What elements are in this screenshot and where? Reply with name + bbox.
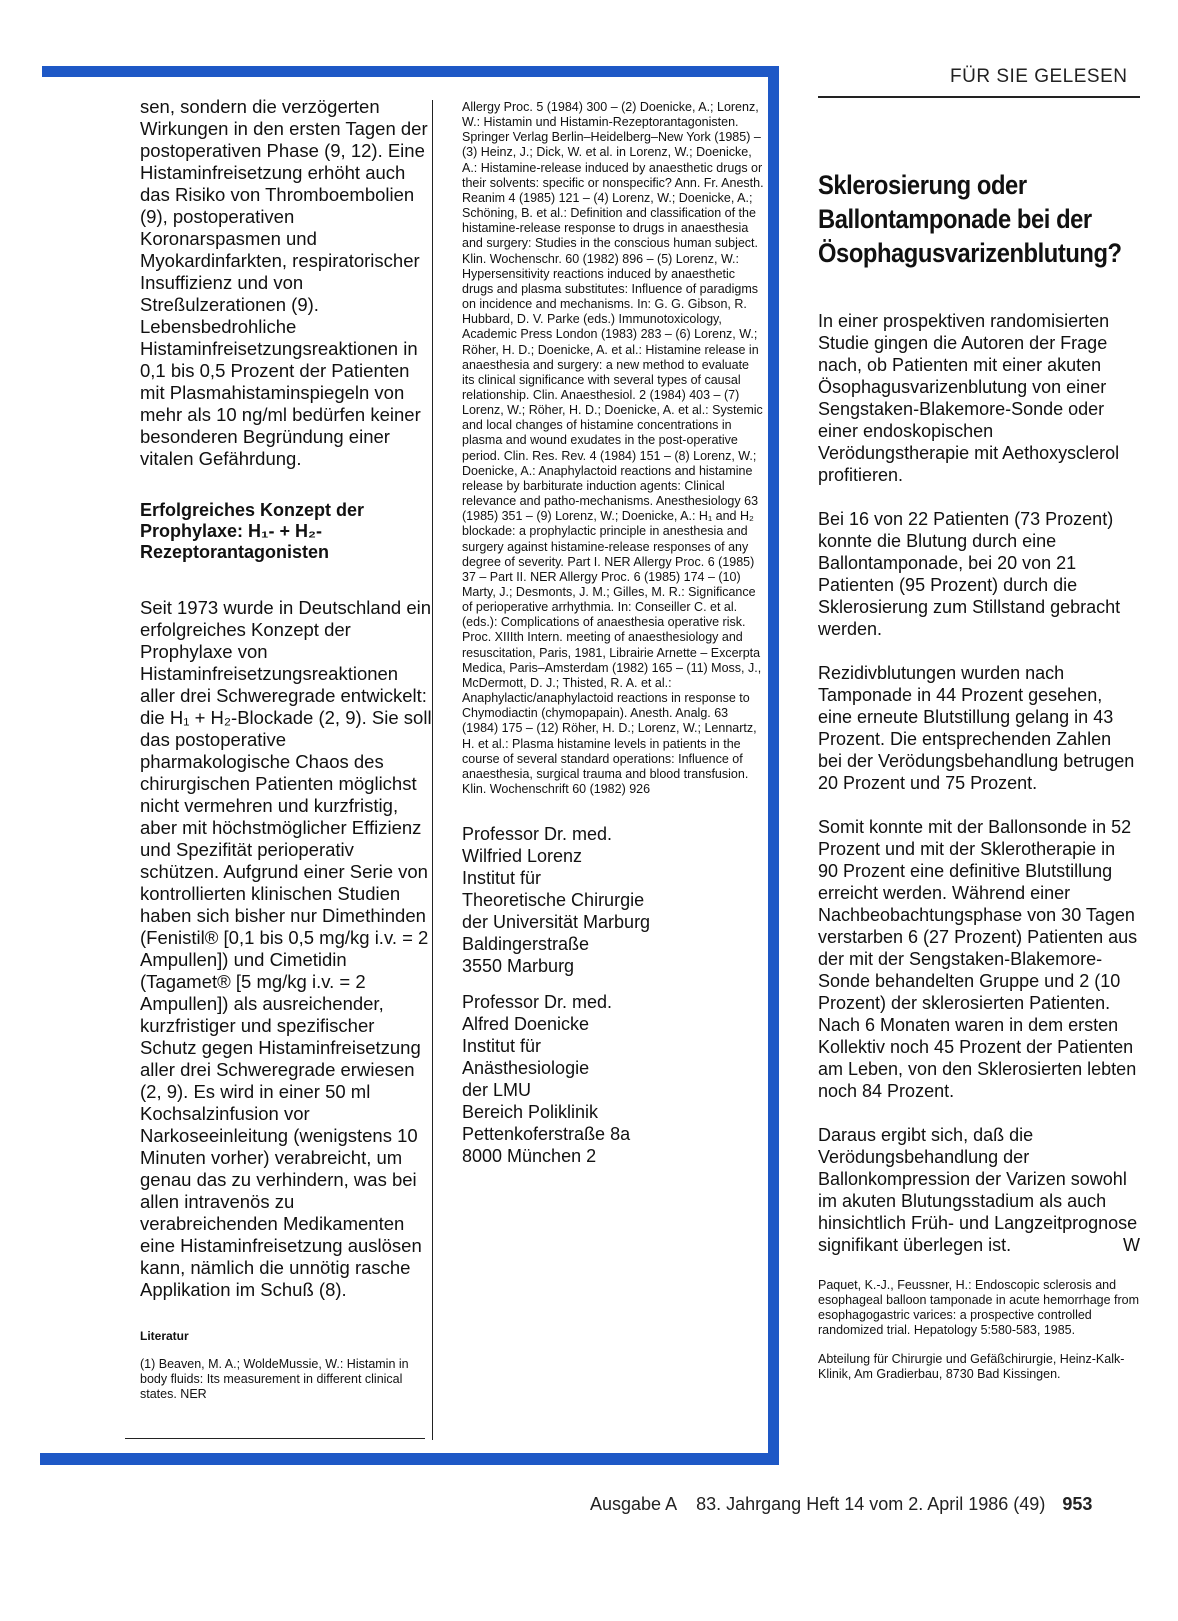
article-paragraph: Bei 16 von 22 Patienten (73 Prozent) konnte die Blutung durch eine Ballontamponade, bei 20 von 21 Patienten (95 Prozent) durch die Sklerosierung zum Stillstand gebracht werden. (818, 509, 1121, 639)
address-line: Institut für (462, 1036, 542, 1057)
address-line: der LMU (462, 1080, 532, 1101)
article-title: Sklerosierung oder Ballontamponade bei der Ösophagusvarizenblutung? (818, 170, 1122, 268)
source-citation: Paquet, K.-J., Feussner, H.: Endoscopic sclerosis and esophageal balloon tamponade in acute hemorrhage from esophagogastric varices: a prospective controlled randomized trial. Hepatology 5:580-583, 1985. (818, 1278, 1140, 1337)
page-number: 953 (1062, 1494, 1093, 1514)
section-label: FÜR SIE GELESEN (950, 66, 1128, 87)
reference-start: (1) Beaven, M. A.; WoldeMussie, W.: Histamin in body fluids: Its measurement in different clinical states. NER (140, 1357, 409, 1401)
article-paragraph: Rezidivblutungen wurden nach Tamponade in 44 Prozent gesehen, eine erneute Blutstillung gelang in 43 Prozent. Die entsprechenden Zahlen bei der Verödungsbehandlung betrugen 20 Prozent und 75 Prozent. (818, 663, 1135, 793)
blue-frame-bottom (40, 1453, 779, 1465)
address-line: Professor Dr. med. (462, 992, 613, 1013)
affiliation: Abteilung für Chirurgie und Gefäßchirurgie, Heinz-Kalk-Klinik, Am Gradierbau, 8730 Bad Kissingen. (818, 1352, 1125, 1381)
article-paragraph: In einer prospektiven randomisierten Studie gingen die Autoren der Frage nach, ob Patienten mit einer akuten Ösophagusvarizenblutung von einer Sengstaken-Blakemore-Sonde oder einer endoskopischen Verödungstherapie mit Aethoxysclerol profitieren. (818, 311, 1120, 485)
section-rule (818, 96, 1140, 98)
address-line: Bereich Poliklinik (462, 1102, 599, 1123)
address-line: Institut für (462, 868, 542, 889)
page-footer (590, 1494, 1092, 1515)
literature-divider (125, 1438, 425, 1439)
literature-label: Literatur (140, 1329, 189, 1343)
address-line: Pettenkoferstraße 8a (462, 1124, 631, 1145)
address-line: Anästhesiologie (462, 1058, 590, 1079)
column-left (140, 96, 435, 1402)
footer-edition: Ausgabe A (590, 1494, 677, 1514)
footer-issue: 83. Jahrgang Heft 14 vom 2. April 1986 (49) (696, 1494, 1046, 1514)
address-lorenz (462, 823, 764, 977)
address-line: Professor Dr. med. (462, 824, 613, 845)
address-line: der Universität Marburg (462, 912, 651, 933)
reference-list: Allergy Proc. 5 (1984) 300 – (2) Doenicke, A.; Lorenz, W.: Histamin und Histamin-Rezeptorantagonisten. Springer Verlag Berlin–Heidelberg–New York (1985) – (3) Heinz, J.; Dick, W. et al. in Lorenz, W.; Doenicke, A.: Histamine-release induced by anaesthetic drugs or their solvents: specific or nonspecific? Ann. Fr. Anesth. Reanim 4 (1985) 121 – (4) Lorenz, W.; Doenicke, A.; Schöning, B. et al.: Definition and classification of the histamine-release response to drugs in anaesthesia and surgery: Studies in the conscious human subject. Klin. Wochenschr. 60 (1982) 896 – (5) Lorenz, W.: Hypersensitivity reactions induced by anaesthetic drugs and plasma substitutes: Influence of paradigms on incidence and mechanisms. In: G. G. Gibson, R. Hubbard, D. V. Parke (eds.) Immunotoxicology, Academic Press London (1983) 283 – (6) Lorenz, W.; Röher, H. D.; Doenicke, A. et al.: Histamine release in anaesthesia and surgery: a new method to evaluate its clinical significance with several types of causal relationship. Clin. Anaesthesiol. 2 (1984) 403 – (7) Lorenz, W.; Röher, H. D.; Doenicke, A. et al.: Systemic and local changes of histamine concentrations in plasma and wound exudates in the post-operative period. Clin. Res. Rev. 4 (1984) 151 – (8) Lorenz, W.; Doenicke, A.: Anaphylactoid reactions and histamine release by barbiturate induction agents: Clinical relevance and patho-mechanisms. Anesthesiology 63 (1985) 351 – (9) Lorenz, W.; Doenicke, A.: H₁ and H₂ blockade: a prophylactic principle in anesthesia and surgery against histamine-release responses of any degree of severity. Part I. NER Allergy Proc. 6 (1985) 37 – Part II. NER Allergy Proc. 6 (1985) 174 – (10) Marty, J.; Desmonts, J. M.; Gilles, M. R.: Significance of perioperative arrhythmia. In: Conseiller C. et al. (eds.): Complications of anaesthesia operative risk. Proc. XIIIth Intern. meeting of anaesthesiology and resuscitation, Paris, 1981, Librairie Arnette – Excerpta Medica, Paris–Amsterdam (1982) 165 – (11) Moss, J., McDermott, D. J.; Thisted, R. A. et al.: Anaphylactic/anaphylactoid reactions in response to Chymodiactin (chymopapain). Anesth. Analg. 63 (1984) 175 – (12) Röher, H. D.; Lorenz, W.; Lennartz, H. et al.: Plasma histamine levels in patients in the course of several standard operations: Influence of anaesthesia, surgical trauma and blood transfusion. Klin. Wochenschrift 60 (1982) 926 (462, 100, 764, 797)
address-line: Theoretische Chirurgie (462, 890, 645, 911)
address-line: 3550 Marburg (462, 956, 575, 977)
address-line: Alfred Doenicke (462, 1014, 590, 1035)
address-doenicke (462, 991, 764, 1167)
author-initial: W (1123, 1235, 1140, 1255)
address-line: 8000 München 2 (462, 1146, 597, 1167)
article-paragraph-final (818, 1124, 1140, 1256)
column-middle (462, 100, 764, 1167)
address-line: Wilfried Lorenz (462, 846, 583, 867)
article-paragraph-text: Daraus ergibt sich, daß die Verödungsbehandlung der Ballonkompression der Varizen sowohl im akuten Blutungsstadium als auch hinsichtlich Früh- und Langzeitprognose signifikant überlegen ist. (818, 1125, 1138, 1255)
article-paragraph: Somit konnte mit der Ballonsonde in 52 Prozent und mit der Sklerotherapie in 90 Prozent eine definitive Blutstillung erreicht werden. Während einer Nachbeobachtungsphase von 30 Tagen verstarben 6 (27 Prozent) Patienten aus der mit der Sengstaken-Blakemore-Sonde behandelten Gruppe und 2 (10 Prozent) der sklerosierten Patienten. Nach 6 Monaten waren in dem ersten Kollektiv noch 45 Prozent der Patienten am Leben, von den Sklerosierten lebten noch 84 Prozent. (818, 817, 1138, 1101)
blue-frame-right (768, 66, 779, 1462)
blue-frame-top (42, 66, 778, 77)
column-right (818, 168, 1140, 1382)
intro-paragraph: sen, sondern die verzögerten Wirkungen in den ersten Tagen der postoperativen Phase (9, 12). Eine Histaminfreisetzung erhöht auch das Risiko von Thromboembolien (9), postoperativen Koronarspasmen und Myokardinfarkten, respiratorischer Insuffizienz und von Streßulzerationen (9). Lebensbedrohliche Histaminfreisetzungsreaktionen in 0,1 bis 0,5 Prozent der Patienten mit Plasmahistaminspiegeln von mehr als 10 ng/ml bedürfen keiner besonderen Begründung einer vitalen Gefährdung. (140, 96, 428, 469)
address-line: Baldingerstraße (462, 934, 590, 955)
subheading: Erfolgreiches Konzept der Prophylaxe: H₁- + H₂-Rezeptorantagonisten (140, 500, 365, 562)
main-paragraph: Seit 1973 wurde in Deutschland ein erfolgreiches Konzept der Prophylaxe von Histaminfreisetzungsreaktionen aller drei Schweregrade entwickelt: die H₁ + H₂-Blockade (2, 9). Sie soll das postoperative pharmakologische Chaos des chirurgischen Patienten möglichst nicht vermehren und kurzfristig, aber mit höchstmöglicher Effizienz und Spezifität perioperativ schützen. Aufgrund einer Serie von kontrollierten klinischen Studien haben sich bisher nur Dimethinden (Fenistil® [0,1 bis 0,5 mg/kg i.v. = 2 Ampullen]) und Cimetidin (Tagamet® [5 mg/kg i.v. = 2 Ampullen]) als ausreichender, kurzfristiger und spezifischer Schutz gegen Histaminfreisetzung aller drei Schweregrade erwiesen (2, 9). Es wird in einer 50 ml Kochsalzinfusion vor Narkoseeinleitung (wenigstens 10 Minuten vorher) verabreicht, um genau das zu verhindern, was bei allen intravenös zu verabreichenden Medikamenten eine Histaminfreisetzung auslösen kann, nämlich die unnötig rasche Applikation im Schuß (8). (140, 597, 432, 1300)
